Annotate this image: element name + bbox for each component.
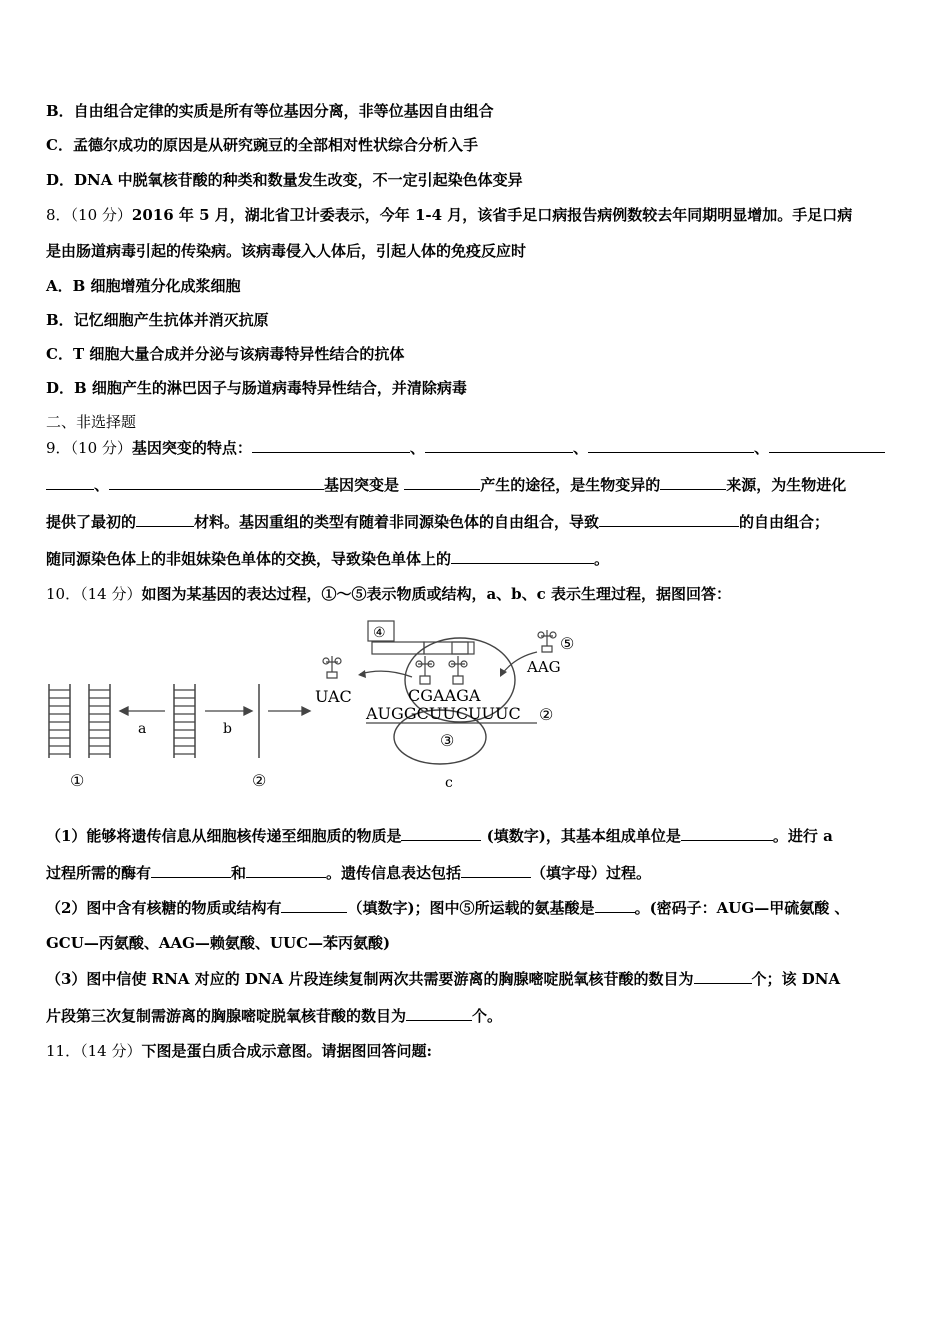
q8-stem-line1 bbox=[46, 205, 852, 225]
trna-icon bbox=[323, 656, 341, 678]
separator: 、 bbox=[572, 439, 588, 457]
dna-ladder-icon bbox=[49, 684, 110, 758]
answer-blank[interactable] bbox=[46, 474, 94, 490]
q10-stem bbox=[46, 584, 731, 604]
q8-option-d: D．B 细胞产生的淋巴因子与肠道病毒特异性结合，并清除病毒 bbox=[46, 379, 467, 397]
dna-ladder-icon bbox=[174, 684, 195, 758]
mrna-sequence: AUGGCUUCUUUC bbox=[366, 704, 521, 723]
q9-text4: 来源，为生物进化 bbox=[726, 476, 847, 494]
trna-icon bbox=[449, 656, 467, 684]
q9-line3 bbox=[46, 511, 829, 532]
label-4: ④ bbox=[373, 625, 386, 641]
q11-stem bbox=[46, 1041, 432, 1061]
q10-part3-line1 bbox=[46, 968, 840, 989]
label-1: ① bbox=[70, 771, 85, 790]
q10-text: （填字母）过程。 bbox=[531, 864, 652, 882]
trna-icon bbox=[538, 630, 556, 652]
q10-text: 个。 bbox=[472, 1007, 503, 1025]
answer-blank[interactable] bbox=[151, 862, 231, 878]
arrowhead bbox=[358, 670, 366, 678]
q8-stem-line2: 是由肠道病毒引起的传染病。该病毒侵入人体后，引起人体的免疫反应时 bbox=[46, 242, 527, 260]
label-2: ② bbox=[252, 771, 267, 790]
q7-option-c: C．孟德尔成功的原因是从研究豌豆的全部相对性状综合分析入手 bbox=[46, 136, 478, 154]
q10-text: 过程所需的酶有 bbox=[46, 864, 152, 882]
label-a: a bbox=[138, 721, 147, 737]
q8-option-c: C．T 细胞大量合成并分泌与该病毒特异性结合的抗体 bbox=[46, 345, 405, 363]
answer-blank[interactable] bbox=[401, 825, 481, 841]
answer-blank[interactable] bbox=[588, 437, 754, 453]
answer-blank[interactable] bbox=[425, 437, 573, 453]
q9-text7: 的自由组合； bbox=[739, 513, 830, 531]
answer-blank[interactable] bbox=[595, 897, 635, 913]
arrow-right-icon bbox=[268, 707, 310, 715]
q10-text: 和 bbox=[231, 864, 247, 882]
ribosome-codons: CGAAGA bbox=[408, 686, 481, 705]
answer-blank[interactable] bbox=[461, 862, 531, 878]
trna-icon bbox=[416, 656, 434, 684]
q9-text3: 产生的途径，是生物变异的 bbox=[480, 476, 661, 494]
q10-text: （1）能够将遗传信息从细胞核传递至细胞质的物质是 bbox=[46, 827, 402, 845]
answer-blank[interactable] bbox=[660, 474, 726, 490]
q8-number: 8．（10 分） bbox=[46, 206, 132, 224]
answer-blank[interactable] bbox=[681, 825, 773, 841]
answer-blank[interactable] bbox=[769, 437, 885, 453]
q8-option-b: B．记忆细胞产生抗体并消灭抗原 bbox=[46, 311, 269, 329]
q8-option-a: A．B 细胞增殖分化成浆细胞 bbox=[46, 277, 241, 295]
q7-option-b: B．自由组合定律的实质是所有等位基因分离，非等位基因自由组合 bbox=[46, 102, 494, 120]
q10-part1-line2 bbox=[46, 862, 651, 883]
answer-blank[interactable] bbox=[406, 1005, 472, 1021]
label-5: ⑤ bbox=[560, 634, 575, 653]
arrow-right-icon bbox=[205, 707, 252, 715]
q9-text9: 。 bbox=[594, 550, 610, 568]
q10-text: 个；该 DNA bbox=[751, 970, 841, 988]
label-b: b bbox=[223, 721, 232, 737]
q11-stem-text: 下图是蛋白质合成示意图。请据图回答问题: bbox=[141, 1042, 432, 1060]
q10-text: （2）图中含有核糖的物质或结构有 bbox=[46, 899, 282, 917]
mrna-label: ② bbox=[539, 705, 554, 724]
q10-part2-line1 bbox=[46, 897, 849, 918]
q10-text: 。进行 a bbox=[772, 827, 833, 845]
answer-blank[interactable] bbox=[252, 437, 410, 453]
q9-text1: 基因突变的特点： bbox=[131, 439, 252, 457]
q9-text5: 提供了最初的 bbox=[46, 513, 137, 531]
q9-text6: 材料。基因重组的类型有随着非同源染色体的自由组合，导致 bbox=[194, 513, 600, 531]
q9-line4 bbox=[46, 548, 609, 569]
label-c: c bbox=[445, 775, 453, 791]
q10-text: （填数字)；图中⑤所运载的氨基酸是 bbox=[347, 899, 595, 917]
q10-part1-line1 bbox=[46, 825, 833, 846]
q9-line2 bbox=[46, 474, 846, 495]
q10-part2-line2: GCU—丙氨酸、AAG—赖氨酸、UUC—苯丙氨酸) bbox=[46, 934, 391, 952]
polypeptide-icon bbox=[372, 642, 424, 654]
separator: 、 bbox=[94, 476, 110, 494]
answer-blank[interactable] bbox=[109, 474, 324, 490]
q10-number: 10．（14 分） bbox=[46, 585, 142, 603]
answer-blank[interactable] bbox=[246, 862, 326, 878]
q8-stem-text: 2016 年 5 月，湖北省卫计委表示，今年 1-4 月，该省手足口病报告病例数较去年同期明显增加。手足口病 bbox=[131, 206, 853, 224]
anticodon-left: UAC bbox=[315, 687, 352, 706]
arrow-left-icon bbox=[360, 671, 412, 677]
q10-part3-line2 bbox=[46, 1005, 502, 1026]
answer-blank[interactable] bbox=[694, 968, 752, 984]
answer-blank[interactable] bbox=[451, 548, 594, 564]
anticodon-right: AAG bbox=[527, 658, 561, 676]
arrow-left-icon bbox=[120, 707, 165, 715]
q10-text: （3）图中信使 RNA 对应的 DNA 片段连续复制两次共需要游离的胸腺嘧啶脱氧核苷酸的数目为 bbox=[46, 970, 694, 988]
q10-text: 。(密码子：AUG—甲硫氨酸 、 bbox=[634, 899, 850, 917]
answer-blank[interactable] bbox=[404, 474, 480, 490]
q10-text: 片段第三次复制需游离的胸腺嘧啶脱氧核苷酸的数目为 bbox=[46, 1007, 407, 1025]
answer-blank[interactable] bbox=[599, 511, 739, 527]
q9-number: 9．（10 分） bbox=[46, 439, 132, 457]
q9-text2: 基因突变是 bbox=[324, 476, 405, 494]
answer-blank[interactable] bbox=[136, 511, 194, 527]
section-heading: 二、非选择题 bbox=[46, 413, 137, 431]
label-3: ③ bbox=[440, 731, 455, 750]
answer-blank[interactable] bbox=[281, 897, 347, 913]
q10-text: 。遗传信息表达包括 bbox=[326, 864, 462, 882]
q9-text8: 随同源染色体上的非姐妹染色单体的交换，导致染色单体上的 bbox=[46, 550, 452, 568]
q10-text: (填数字)，其基本组成单位是 bbox=[481, 827, 681, 845]
gene-expression-diagram bbox=[40, 612, 600, 802]
amino-acid-icon bbox=[452, 642, 474, 654]
q7-option-d: D．DNA 中脱氧核苷酸的种类和数量发生改变，不一定引起染色体变异 bbox=[46, 171, 523, 189]
q9-line1 bbox=[46, 437, 885, 458]
separator: 、 bbox=[753, 439, 769, 457]
separator: 、 bbox=[409, 439, 425, 457]
q10-stem-text: 如图为某基因的表达过程，①～⑤表示物质或结构，a、b、c 表示生理过程，据图回答： bbox=[141, 585, 732, 603]
q11-number: 11．（14 分） bbox=[46, 1042, 142, 1060]
